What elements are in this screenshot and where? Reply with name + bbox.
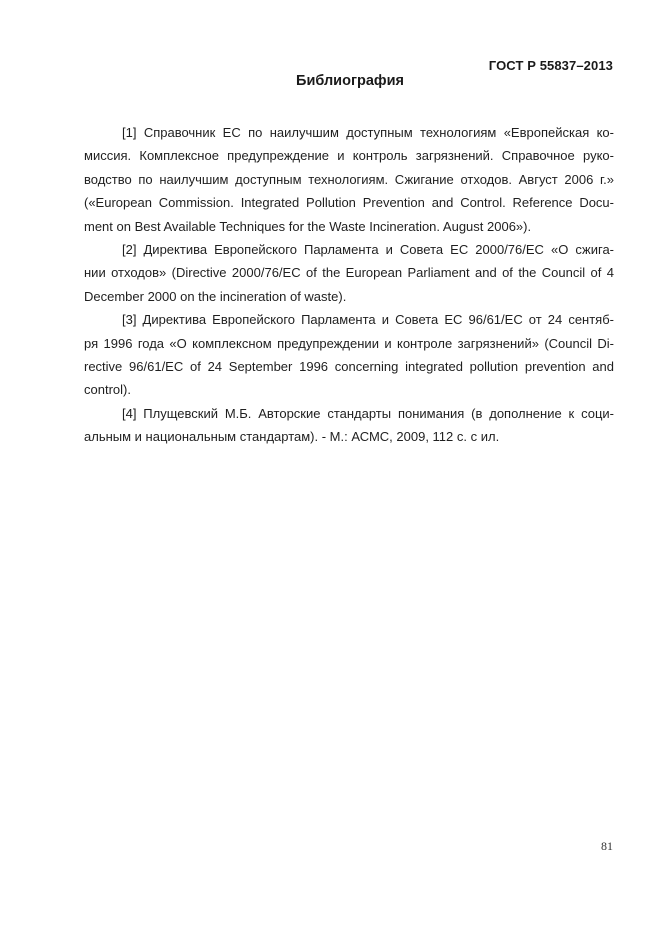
entry-line: December 2000 on the incineration of waste). bbox=[84, 288, 347, 304]
bibliography-entry-2 bbox=[84, 238, 614, 308]
bibliography-entry-1 bbox=[84, 121, 614, 238]
bibliography-entry-4 bbox=[84, 402, 614, 449]
entry-line: («European Commission. Integrated Pollution Prevention and Control. Reference Docu- bbox=[84, 195, 614, 211]
standard-code: ГОСТ Р 55837–2013 bbox=[488, 58, 613, 73]
bibliography-list bbox=[84, 121, 614, 449]
entry-line: [2] Директива Европейского Парламента и Совета ЕС 2000/76/ЕС «О сжига- bbox=[122, 242, 614, 258]
entry-line: rective 96/61/EC of 24 September 1996 concerning integrated pollution prevention and bbox=[84, 359, 614, 375]
entry-line: миссия. Комплексное предупреждение и контроль загрязнений. Справочное руко- bbox=[84, 148, 614, 164]
section-title: Библиография bbox=[296, 73, 404, 89]
entry-line: control). bbox=[84, 382, 131, 398]
entry-line: [3] Директива Европейского Парламента и Совета ЕС 96/61/ЕС от 24 сентяб- bbox=[122, 312, 614, 328]
entry-line: [4] Плущевский М.Б. Авторские стандарты понимания (в дополнение к соци- bbox=[122, 405, 614, 421]
entry-line: альным и национальным стандартам). - М.: АСМС, 2009, 112 с. с ил. bbox=[84, 429, 500, 445]
bibliography-entry-3 bbox=[84, 308, 614, 402]
entry-line: [1] Справочник ЕС по наилучшим доступным технологиям «Европейская ко- bbox=[122, 125, 614, 140]
page-number: 81 bbox=[601, 839, 613, 853]
entry-line: ment on Best Available Techniques for the Waste Incineration. August 2006»). bbox=[84, 218, 532, 234]
entry-line: ря 1996 года «О комплексном предупреждении и контроле загрязнений» (Council Di- bbox=[84, 335, 614, 351]
entry-line: нии отходов» (Directive 2000/76/EC of the European Parliament and of the Council of 4 bbox=[84, 265, 614, 281]
entry-line: водство по наилучшим доступным технологиям. Сжигание отходов. Август 2006 г.» bbox=[84, 171, 614, 187]
